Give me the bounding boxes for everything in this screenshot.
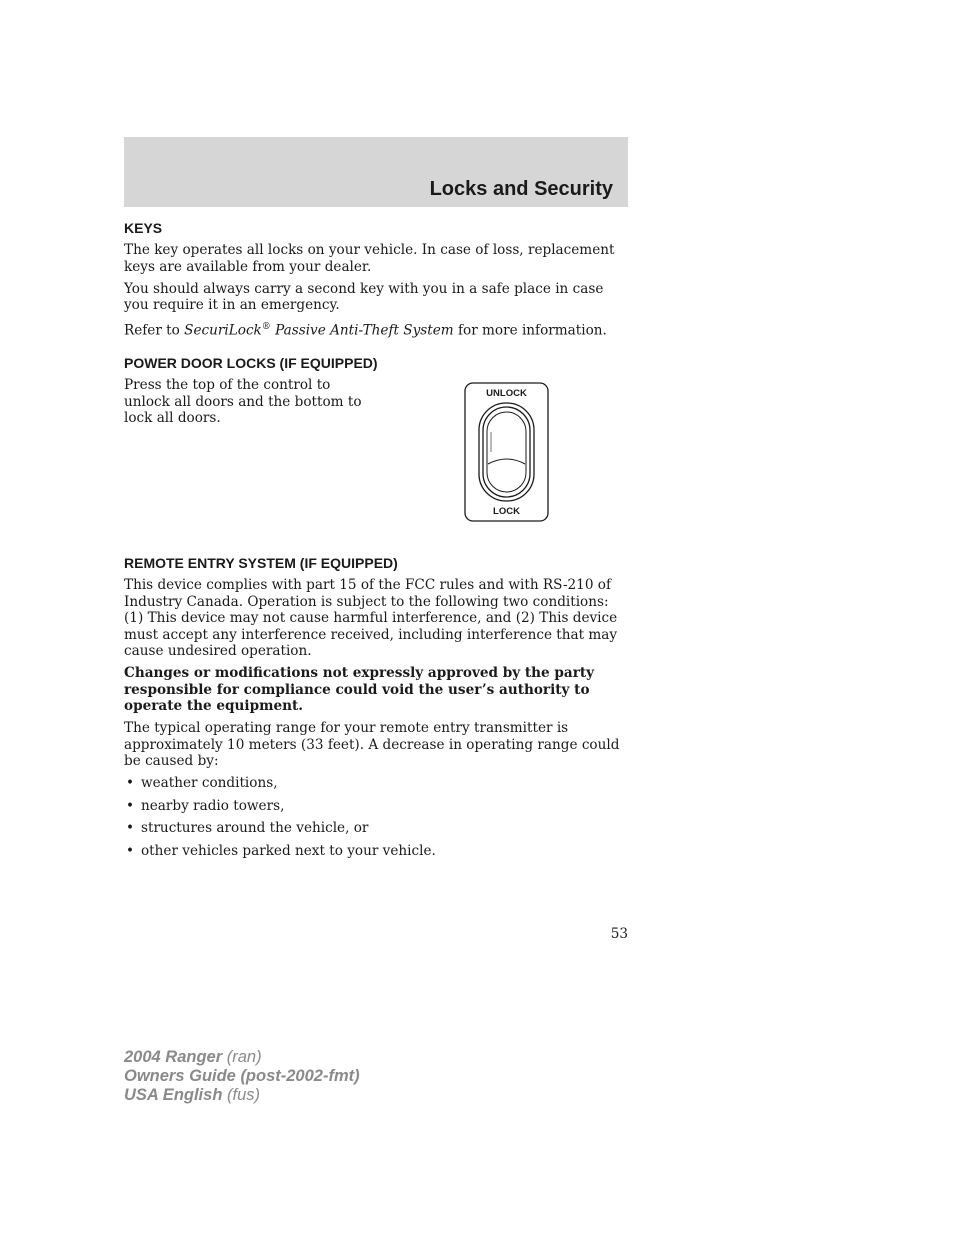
keys-ref-prefix: Refer to: [124, 322, 185, 339]
keys-paragraph-3: [124, 319, 628, 339]
power-door-locks-text: Press the top of the control to unlock all doors and the bottom to lock all doors.: [124, 377, 362, 427]
remote-entry-warning: Changes or modifications not expressly approved by the party responsible for compliance could void the user’s authority to operate the equipment.: [124, 665, 595, 715]
power-door-locks-heading: POWER DOOR LOCKS (IF EQUIPPED): [124, 355, 378, 372]
keys-ref-suffix: for more information.: [453, 322, 607, 339]
footer-language: USA English: [124, 1086, 223, 1104]
bullet-icon: •: [126, 797, 135, 814]
list-item: [124, 820, 628, 837]
footer-line-2: [124, 1067, 360, 1086]
footer-model-code: (ran): [222, 1048, 262, 1066]
power-door-locks-section: [124, 355, 628, 549]
list-item: [124, 843, 628, 860]
page-number: 53: [610, 926, 628, 942]
bullet-icon: •: [126, 842, 135, 859]
switch-bezel: [465, 383, 548, 521]
door-lock-switch-illustration: [464, 382, 549, 522]
remote-entry-paragraph-1: This device complies with part 15 of the FCC rules and with RS-210 of Industry Canada. Operation is subject to the following two conditions: (1) This device may not cause harmful interference, and (2) This device must accept any interference received, including interference that may cause undesired operation.: [124, 577, 618, 660]
section-title: Locks and Security: [429, 178, 613, 200]
registered-mark: ®: [261, 322, 271, 332]
main-content: [124, 220, 628, 865]
footer-model: 2004 Ranger: [124, 1048, 223, 1066]
switch-unlock-label: UNLOCK: [486, 388, 527, 400]
remote-entry-paragraph-2: The typical operating range for your remote entry transmitter is approximately 10 meters (33 feet). A decrease in operating range could be caused by:: [124, 720, 620, 770]
securilock-reference: SecuriLock: [184, 322, 262, 339]
keys-heading: KEYS: [124, 220, 163, 236]
list-item-text: structures around the vehicle, or: [141, 820, 369, 837]
range-factors-list: [124, 775, 628, 859]
list-item: [124, 798, 628, 815]
power-door-locks-row: [124, 377, 628, 549]
bullet-icon: •: [126, 820, 135, 837]
list-item-text: nearby radio towers,: [141, 797, 285, 814]
pats-reference: Passive Anti-Theft System: [270, 322, 454, 339]
section-header-bar: [124, 137, 628, 207]
keys-paragraph-2: You should always carry a second key with you in a safe place in case you require it in an emergency.: [124, 280, 604, 313]
list-item-text: weather conditions,: [141, 775, 278, 792]
document-footer: [124, 1048, 360, 1105]
switch-lock-label: LOCK: [493, 506, 520, 518]
bullet-icon: •: [126, 775, 135, 792]
keys-paragraph-1: The key operates all locks on your vehicle. In case of loss, replacement keys are available from your dealer.: [124, 242, 615, 275]
remote-entry-section: [124, 555, 628, 859]
footer-line-3: [124, 1086, 360, 1105]
list-item-text: other vehicles parked next to your vehicle.: [141, 842, 436, 859]
footer-guide: Owners Guide (post-2002-fmt): [124, 1067, 360, 1085]
list-item: [124, 775, 628, 792]
remote-entry-heading: REMOTE ENTRY SYSTEM (IF EQUIPPED): [124, 555, 398, 572]
footer-language-code: (fus): [222, 1086, 260, 1104]
footer-line-1: [124, 1048, 360, 1067]
